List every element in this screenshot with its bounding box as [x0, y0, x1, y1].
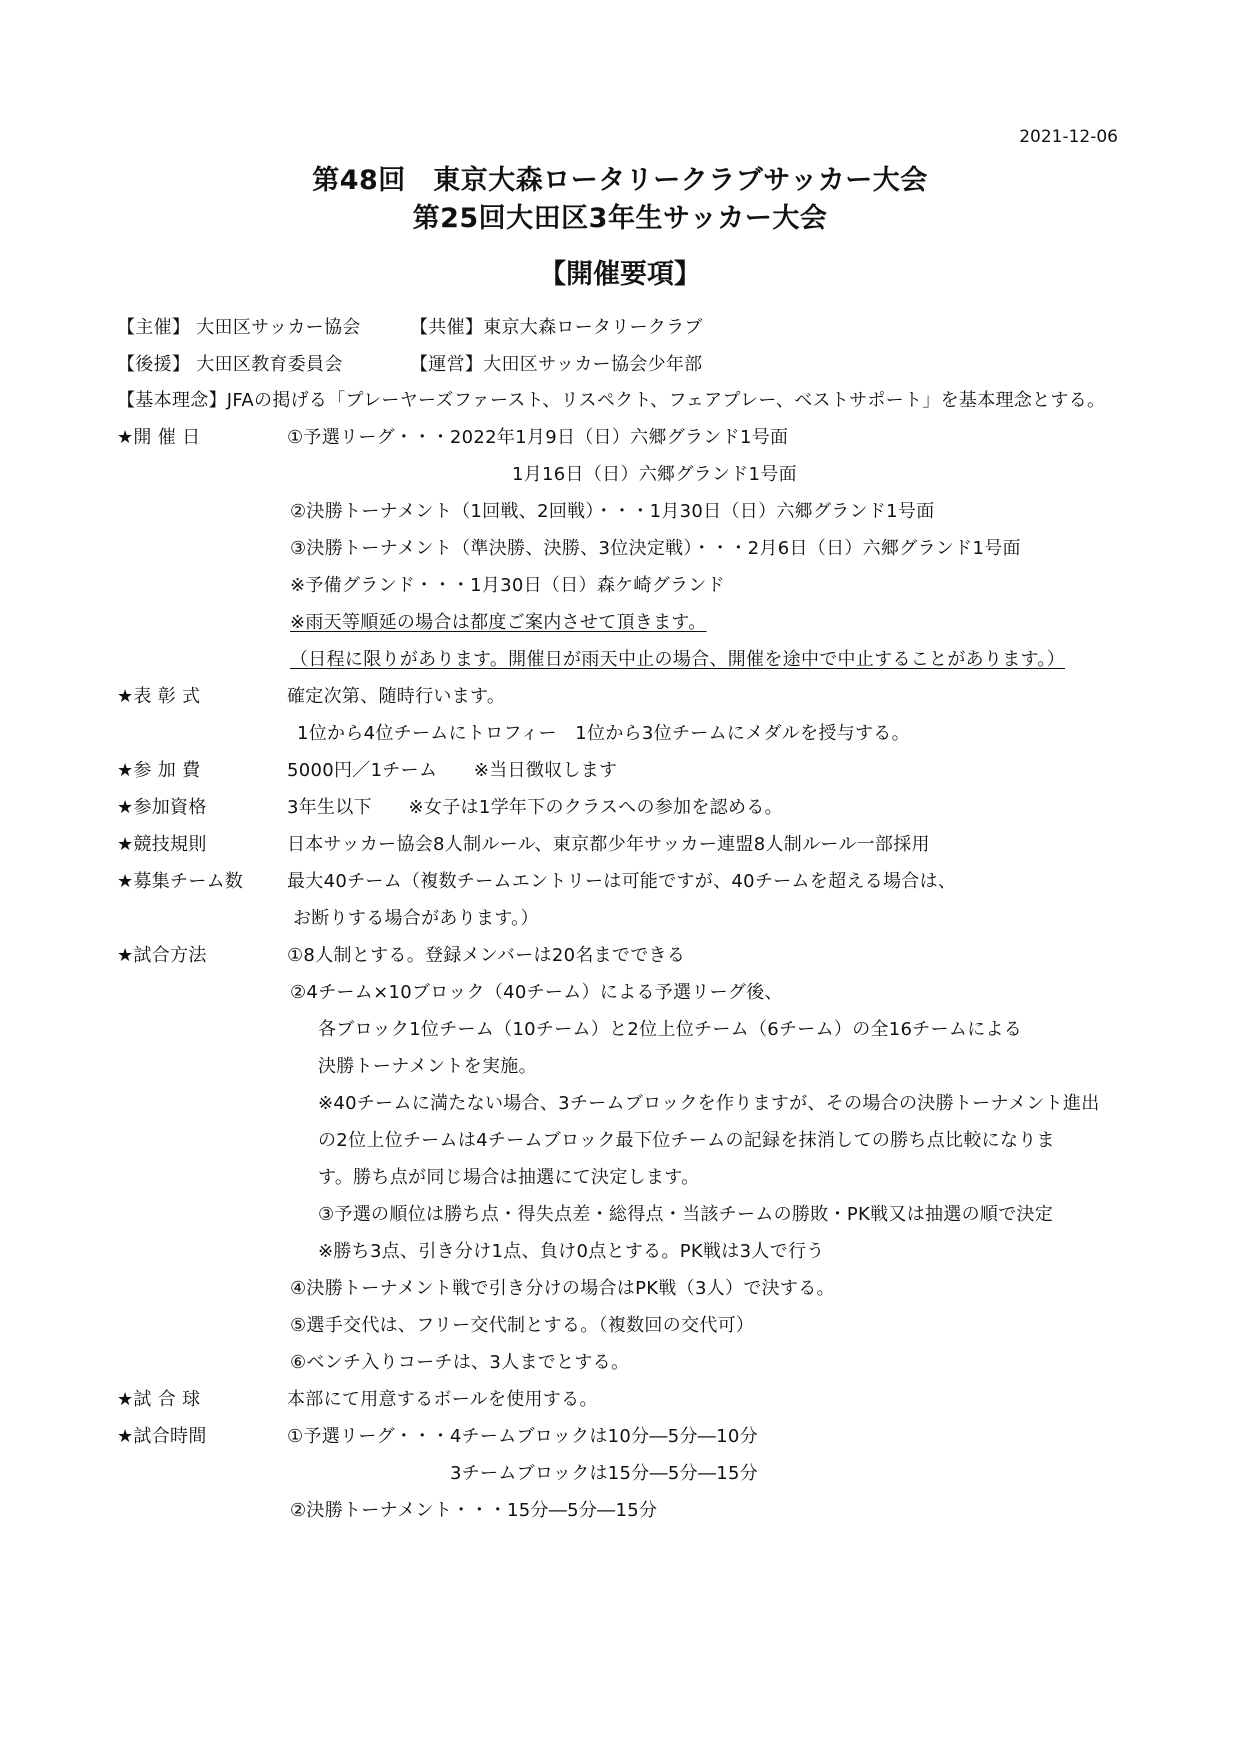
eligibility-line: 3年生以下 ※女子は1学年下のクラスへの参加を認める。 — [287, 797, 783, 818]
method-line: 各ブロック1位チーム（10チーム）と2位上位チーム（6チーム）の全16チームによる — [318, 1019, 1023, 1040]
dates-line: ②決勝トーナメント（1回戦、2回戦）・・・1月30日（日）六郷グランド1号面 — [290, 501, 935, 522]
method-line: ⑤選手交代は、フリー交代制とする。（複数回の交代可） — [290, 1315, 755, 1336]
time-line: ①予選リーグ・・・4チームブロックは10分―5分―10分 — [287, 1426, 758, 1447]
ball-line: 本部にて用意するボールを使用する。 — [287, 1389, 598, 1410]
dates-line: ③決勝トーナメント（準決勝、決勝、3位決定戦）・・・2月6日（日）六郷グランド1号面 — [290, 538, 1021, 559]
dates-line: ①予選リーグ・・・2022年1月9日（日）六郷グランド1号面 — [287, 427, 789, 448]
host-organizer: 【主催】 大田区サッカー協会 — [117, 317, 361, 338]
label-fee: ★参 加 費 — [117, 760, 201, 781]
method-line: ※40チームに満たない場合、3チームブロックを作りますが、その場合の決勝トーナメント進出 — [318, 1093, 1100, 1114]
label-award: ★表 彰 式 — [117, 686, 201, 707]
dates-line: 1月16日（日）六郷グランド1号面 — [512, 464, 797, 485]
award-line: 確定次第、随時行います。 — [287, 686, 506, 707]
label-time: ★試合時間 — [117, 1426, 207, 1447]
time-line: 3チームブロックは15分―5分―15分 — [450, 1463, 759, 1484]
document-date: 2021-12-06 — [1019, 127, 1118, 147]
label-eligibility: ★参加資格 — [117, 797, 207, 818]
label-rules: ★競技規則 — [117, 834, 207, 855]
rules-line: 日本サッカー協会8人制ルール、東京都少年サッカー連盟8人制ルール一部採用 — [287, 834, 930, 855]
method-line: ⑥ベンチ入りコーチは、3人までとする。 — [290, 1352, 630, 1373]
title-line-1: 第48回 東京大森ロータリークラブサッカー大会 — [312, 165, 928, 196]
label-method: ★試合方法 — [117, 945, 207, 966]
basic-philosophy: 【基本理念】JFAの掲げる「プレーヤーズファースト、リスペクト、フェアプレー、ベストサポート」を基本理念とする。 — [117, 390, 1106, 411]
recruit-line: お断りする場合があります。） — [293, 908, 539, 929]
time-line: ②決勝トーナメント・・・15分―5分―15分 — [290, 1500, 658, 1521]
title-line-2: 第25回大田区3年生サッカー大会 — [412, 203, 828, 234]
method-line: ※勝ち3点、引き分け1点、負け0点とする。PK戦は3人で行う — [318, 1241, 825, 1262]
label-recruit: ★募集チーム数 — [117, 871, 244, 892]
method-line: す。勝ち点が同じ場合は抽選にて決定します。 — [318, 1167, 700, 1188]
method-line: ①8人制とする。登録メンバーは20名までできる — [287, 945, 686, 966]
cohost-organizer: 【共催】東京大森ロータリークラブ — [410, 317, 703, 338]
operation-organizer: 【運営】大田区サッカー協会少年部 — [410, 354, 703, 375]
method-line: の2位上位チームは4チームブロック最下位チームの記録を抹消しての勝ち点比較になりま — [318, 1130, 1055, 1151]
fee-line: 5000円／1チーム ※当日徴収します — [287, 760, 618, 781]
method-line: ④決勝トーナメント戦で引き分けの場合はPK戦（3人）で決する。 — [290, 1278, 835, 1299]
dates-note-underlined: （日程に限りがあります。開催日が雨天中止の場合、開催を途中で中止することがあります。） — [290, 649, 1066, 670]
method-line: ③予選の順位は勝ち点・得失点差・総得点・当該チームの勝敗・PK戦又は抽選の順で決定 — [318, 1204, 1054, 1225]
dates-note-underlined: ※雨天等順延の場合は都度ご案内させて頂きます。 — [290, 612, 707, 633]
label-ball: ★試 合 球 — [117, 1389, 201, 1410]
method-line: 決勝トーナメントを実施。 — [318, 1056, 537, 1077]
label-dates: ★開 催 日 — [117, 427, 201, 448]
method-line: ②4チーム×10ブロック（40チーム）による予選リーグ後、 — [290, 982, 783, 1003]
dates-line: ※予備グランド・・・1月30日（日）森ケ崎グランド — [290, 575, 725, 596]
support-organizer: 【後援】 大田区教育委員会 — [117, 354, 343, 375]
award-line: 1位から4位チームにトロフィー 1位から3位チームにメダルを授与する。 — [297, 723, 910, 744]
recruit-line: 最大40チーム（複数チームエントリーは可能ですが、40チームを超える場合は、 — [287, 871, 957, 892]
section-heading: 【開催要項】 — [539, 259, 701, 290]
